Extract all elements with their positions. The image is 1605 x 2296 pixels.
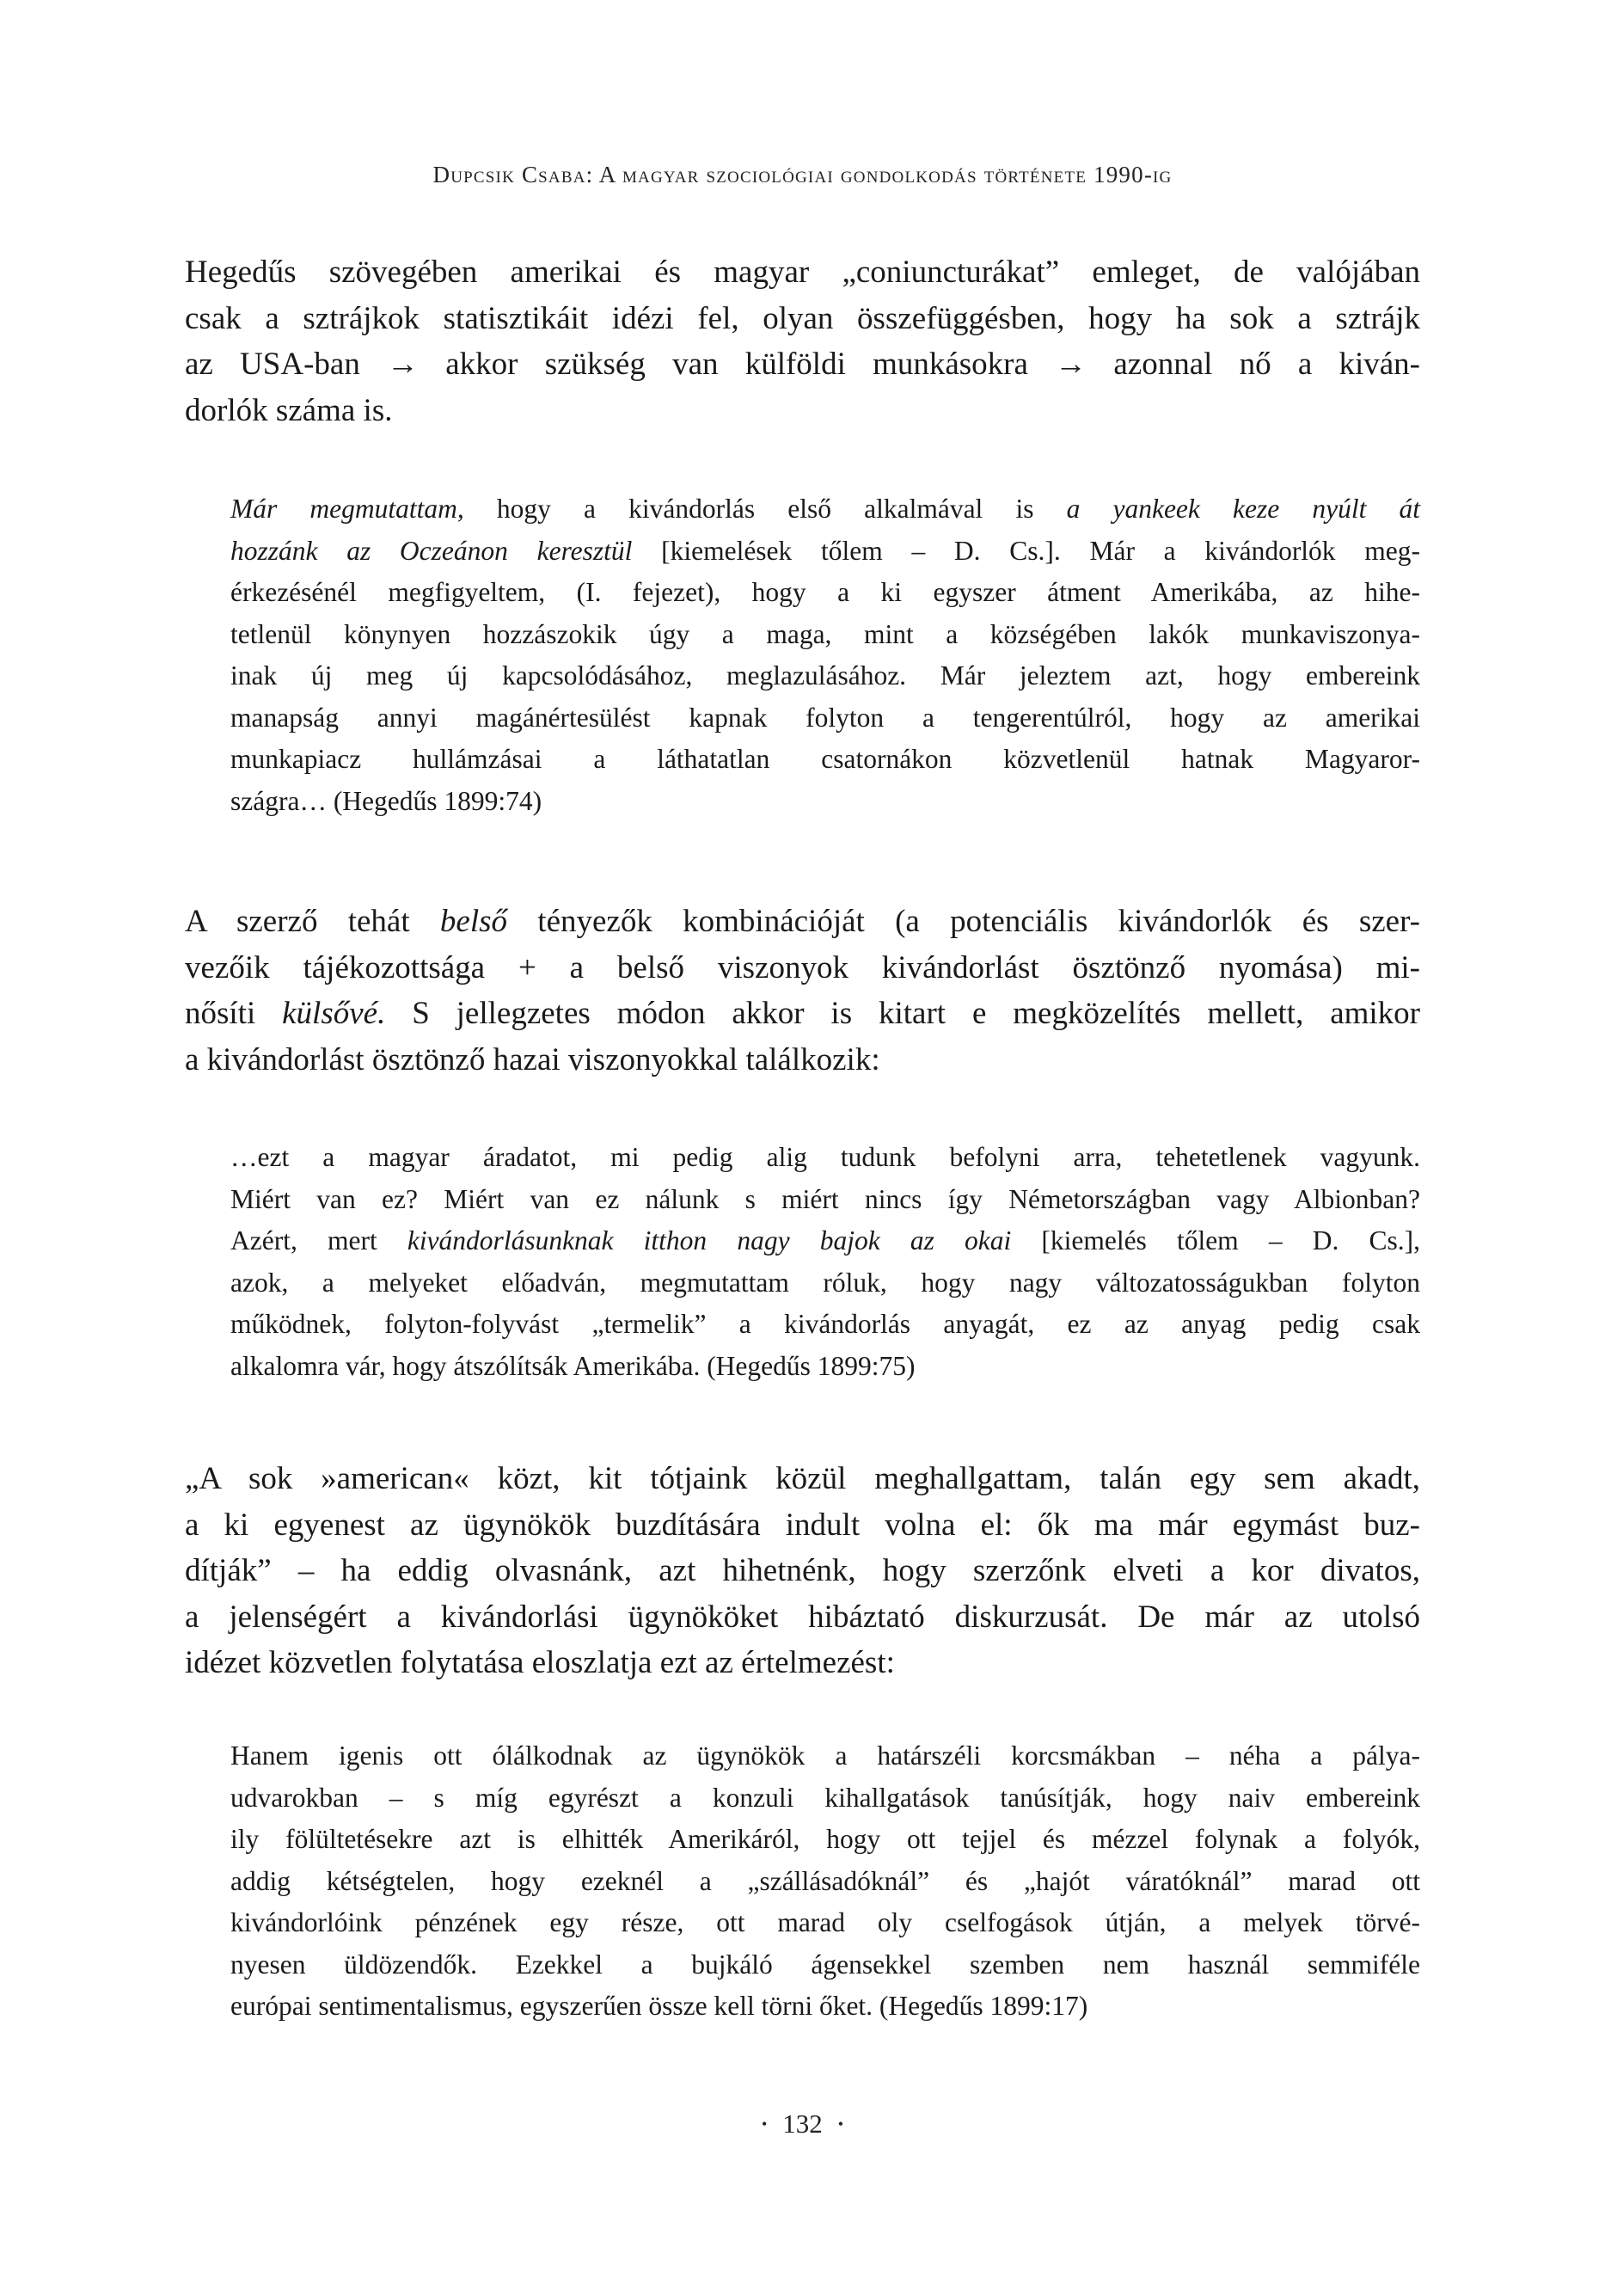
text-run: Azért, mert xyxy=(230,1225,407,1255)
text-run: hogy a kivándorlás első alkalmával is xyxy=(463,494,1067,524)
block-quote-2 xyxy=(230,1137,1420,1387)
bullet-icon: • xyxy=(761,2115,768,2133)
block-quote-1 xyxy=(230,488,1420,822)
body-paragraph-3 xyxy=(185,1456,1420,1686)
text-line xyxy=(230,531,1420,573)
emphasis: a yankeek keze nyúlt át xyxy=(1066,494,1420,524)
text-line: dítják” – ha eddig olvasnánk, azt hihetnénk, hogy szerzőnk elveti a kor divatos, xyxy=(185,1553,1420,1588)
bullet-icon: • xyxy=(837,2115,844,2133)
text-line: dorlók száma is. xyxy=(185,392,393,428)
text-line xyxy=(185,991,1420,1037)
text-line: a ki egyenest az ügynökök buzdítására indult volna el: ők ma már egymást buz- xyxy=(185,1507,1420,1543)
page-number xyxy=(0,2109,1605,2139)
text-line: „A sok »american« közt, kit tótjaink közül meghallgattam, talán egy sem akadt, xyxy=(185,1461,1420,1496)
text-line: inak új meg új kapcsolódásához, meglazulásához. Már jeleztem azt, hogy embereink xyxy=(230,660,1420,691)
emphasis: belső xyxy=(439,904,508,939)
text-line: manapság annyi magánértesülést kapnak folyton a tengerentúlról, hogy az amerikai xyxy=(230,702,1420,733)
text-line: addig kétségtelen, hogy ezeknél a „szállásadóknál” és „hajót váratóknál” marad ott xyxy=(230,1865,1420,1896)
text-run: S jellegzetes módon akkor is kitart e megközelítés mellett, amikor xyxy=(385,996,1420,1031)
block-quote-3 xyxy=(230,1735,1420,2028)
text-line: szágra… (Hegedűs 1899:74) xyxy=(230,785,542,816)
text-run: [kiemelés tőlem – D. Cs.], xyxy=(1011,1225,1420,1255)
text-line: Hanem igenis ott ólálkodnak az ügynökök a határszéli korcsmákban – néha a pálya- xyxy=(230,1740,1420,1771)
text-run: A szerző tehát xyxy=(185,904,440,939)
emphasis: külsővé. xyxy=(282,996,386,1031)
text-line: kivándorlóink pénzének egy része, ott marad oly cselfogások útján, a melyek törvé- xyxy=(230,1907,1420,1937)
text-line: Hegedűs szövegében amerikai és magyar „coniuncturákat” emleget, de valójában xyxy=(185,255,1420,290)
running-head: Dupcsik Csaba: A magyar szociológiai gondolkodás története 1990-ig xyxy=(432,162,1173,187)
text-run: [kiemelések tőlem – D. Cs.]. Már a kivándorlók meg- xyxy=(632,535,1420,566)
text-line: munkapiacz hullámzásai a láthatatlan csatornákon közvetlenül hatnak Magyaror- xyxy=(230,744,1420,774)
text-line xyxy=(230,1220,1420,1262)
text-line: udvarokban – s míg egyrészt a konzuli kihallgatások tanúsítják, hogy naiv embereink xyxy=(230,1782,1420,1813)
emphasis: Már megmutattam, xyxy=(230,494,464,524)
text-line: a jelenségért a kivándorlási ügynököket hibáztató diskurzusát. De már az utolsó xyxy=(185,1599,1420,1635)
text-line: Miért van ez? Miért van ez nálunk s miért nincs így Németországban vagy Albionban? xyxy=(230,1183,1420,1214)
text-line: csak a sztrájkok statisztikáit idézi fel, olyan összefüggésben, hogy ha sok a sztrájk xyxy=(185,300,1420,336)
text-line: azok, a melyeket előadván, megmutattam róluk, hogy nagy változatosságukban folyton xyxy=(230,1267,1420,1298)
text-line: ily fölültetésekre azt is elhitték Amerikáról, hogy ott tejjel és mézzel folynak a folyók, xyxy=(230,1824,1420,1854)
text-line: érkezésénél megfigyeltem, (I. fejezet), hogy a ki egyszer átment Amerikába, az hihe- xyxy=(230,577,1420,607)
text-line: működnek, folyton-folyvást „termelik” a kivándorlás anyagát, ez az anyag pedig csak xyxy=(230,1309,1420,1339)
text-line: idézet közvetlen folytatása eloszlatja ezt az értelmezést: xyxy=(185,1645,895,1680)
emphasis: hozzánk az Oczeánon keresztül xyxy=(230,535,633,566)
body-paragraph-1 xyxy=(185,249,1420,433)
page-number-value: 132 xyxy=(782,2109,823,2139)
body-paragraph-2 xyxy=(185,899,1420,1083)
text-line: a kivándorlást ösztönző hazai viszonyokkal találkozik: xyxy=(185,1041,880,1077)
text-line xyxy=(185,899,1420,945)
text-line: nyesen üldözendők. Ezekkel a bujkáló ágensekkel szemben nem használ semmiféle xyxy=(230,1949,1420,1980)
text-run: nősíti xyxy=(185,996,283,1031)
text-run: tényezők kombinációját (a potenciális kivándorlók és szer- xyxy=(507,904,1421,939)
text-line xyxy=(230,488,1420,531)
text-line: alkalomra vár, hogy átszólítsák Amerikába. (Hegedűs 1899:75) xyxy=(230,1350,916,1381)
text-line: vezőik tájékozottsága + a belső viszonyok kivándorlást ösztönző nyomása) mi- xyxy=(185,949,1420,985)
text-line: tetlenül könynyen hozzászokik úgy a maga, mint a községében lakók munkaviszonya- xyxy=(230,618,1420,649)
text-line: az USA-ban → akkor szükség van külföldi munkásokra → azonnal nő a kiván- xyxy=(185,347,1420,382)
text-line: …ezt a magyar áradatot, mi pedig alig tudunk befolyni arra, tehetetlenek vagyunk. xyxy=(230,1142,1420,1172)
text-line: európai sentimentalismus, egyszerűen össze kell törni őket. (Hegedűs 1899:17) xyxy=(230,1991,1088,2021)
emphasis: kivándorlásunknak itthon nagy bajok az okai xyxy=(407,1225,1012,1255)
